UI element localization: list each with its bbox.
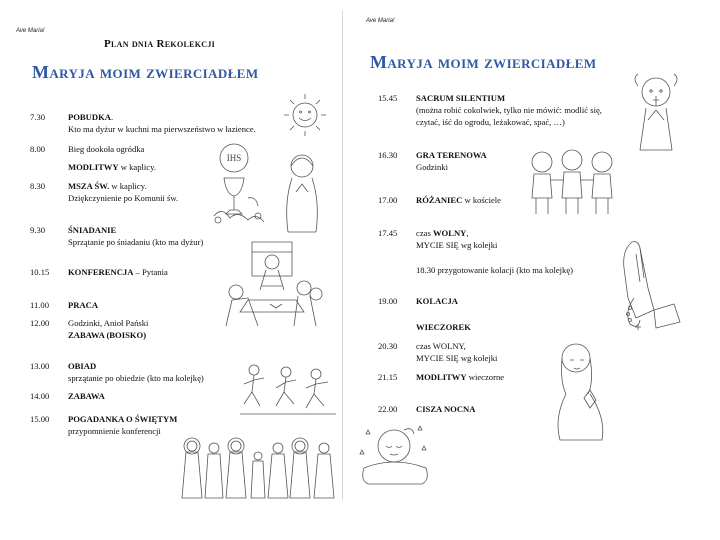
entry-time: 14.00 bbox=[30, 391, 50, 401]
entry-title: SACRUM SILENTIUM bbox=[416, 93, 506, 103]
entry-title: RÓŻANIEC bbox=[416, 195, 463, 205]
entry-time: 13.00 bbox=[30, 361, 50, 371]
entry-title: PRACA bbox=[68, 300, 99, 310]
entry-title: OBIAD bbox=[68, 361, 97, 371]
entry-note: (można robić cokolwiek, tylko nie mówić: modlić się, bbox=[416, 105, 602, 115]
entry-time: 7.30 bbox=[30, 112, 46, 122]
entry-time: 12.00 bbox=[30, 318, 50, 328]
entry-time: 8.30 bbox=[30, 181, 46, 191]
saints-group-icon bbox=[178, 436, 340, 500]
entry-time: 8.00 bbox=[30, 144, 46, 154]
entry-title: MSZA ŚW. bbox=[68, 181, 110, 191]
entry-rest: w kaplicy. bbox=[109, 181, 147, 191]
entry-note: przypomnienie konferencji bbox=[68, 426, 161, 436]
entry-note: Dziękczynienie po Komunii św. bbox=[68, 193, 179, 203]
entry-time: 15.45 bbox=[378, 93, 398, 103]
entry-rest: – Pytania bbox=[133, 267, 168, 277]
entry-note: Godzinki bbox=[416, 162, 448, 172]
ave-maria-header: Ave Maria! bbox=[366, 18, 395, 24]
running-kids-icon bbox=[240, 360, 336, 416]
entry-title: ZABAWA bbox=[68, 391, 105, 401]
entry-note: czytać, iść do ogrodu, leżakować, spać, …) bbox=[416, 117, 565, 127]
entry-title: WOLNY bbox=[432, 228, 467, 238]
entry-note: czas WOLNY, bbox=[416, 341, 466, 351]
entry-title: POGADANKA O ŚWIĘTYM bbox=[68, 414, 178, 424]
entry-title: KOLACJA bbox=[416, 296, 459, 306]
entry-title: MODLITWY bbox=[416, 372, 467, 382]
page-title: Maryja moim zwierciadłem bbox=[32, 62, 259, 82]
classroom-children-icon bbox=[218, 240, 326, 326]
plan-subtitle: Plan dnia Rekolekcji bbox=[104, 38, 216, 50]
entry-note: 18.30 przygotowanie kolacji (kto ma kolejkę) bbox=[416, 265, 574, 275]
host-label: IHS bbox=[226, 153, 242, 163]
entry-rest: w kaplicy. bbox=[118, 162, 157, 172]
entry-pre: czas bbox=[416, 228, 433, 238]
entry-rest: wieczorne bbox=[466, 372, 505, 382]
entry-time: 19.00 bbox=[378, 296, 398, 306]
entry-title: GRA TERENOWA bbox=[416, 150, 487, 160]
entry-time: 17.45 bbox=[378, 228, 398, 238]
entry-note: Bieg dookoła ogródka bbox=[68, 144, 145, 154]
entry-title: KONFERENCJA bbox=[68, 267, 134, 277]
entry-rest: . bbox=[110, 112, 114, 122]
entry-note: Sprzątanie po śniadaniu (kto ma dyżur) bbox=[68, 237, 204, 247]
chalice-icon bbox=[208, 136, 274, 232]
praying-saint-icon bbox=[274, 150, 330, 234]
entry-title: CISZA NOCNA bbox=[416, 404, 476, 414]
entry-time: 11.00 bbox=[30, 300, 50, 310]
sleeping-child-icon bbox=[360, 422, 430, 486]
entry-time: 15.00 bbox=[30, 414, 50, 424]
left-page bbox=[12, 14, 338, 494]
right-page bbox=[348, 14, 688, 494]
entry-title: WIECZOREK bbox=[416, 322, 471, 332]
entry-note: sprzątanie po obiedzie (kto ma kolejkę) bbox=[68, 373, 204, 383]
entry-title: ZABAWA (BOISKO) bbox=[68, 330, 147, 340]
entry-note: MYCIE SIĘ wg kolejki bbox=[416, 353, 498, 363]
ave-maria-header: Ave Maria! bbox=[16, 28, 45, 34]
entry-time: 16.30 bbox=[378, 150, 398, 160]
praying-hands-icon bbox=[614, 238, 682, 330]
entry-title: POBUDKA bbox=[68, 112, 111, 122]
entry-rest: , bbox=[466, 228, 469, 238]
entry-note: MYCIE SIĘ wg kolejki bbox=[416, 240, 498, 250]
entry-time: 9.30 bbox=[30, 225, 46, 235]
silent-girl-icon bbox=[628, 70, 684, 152]
entry-time: 17.00 bbox=[378, 195, 398, 205]
entry-time: 22.00 bbox=[378, 404, 398, 414]
praying-girl-icon bbox=[546, 338, 614, 442]
entry-time: 21.15 bbox=[378, 372, 398, 382]
entry-title: ŚNIADANIE bbox=[68, 225, 117, 235]
entry-time: 10.15 bbox=[30, 267, 50, 277]
page-divider bbox=[342, 10, 343, 500]
three-kids-icon bbox=[526, 146, 618, 216]
page-title: Maryja moim zwierciadłem bbox=[370, 52, 597, 72]
entry-time: 20.30 bbox=[378, 341, 398, 351]
entry-note: Godzinki, Anioł Pański bbox=[68, 318, 149, 328]
entry-title: MODLITWY bbox=[68, 162, 119, 172]
sun-icon bbox=[280, 90, 330, 140]
entry-rest: w kościele bbox=[462, 195, 501, 205]
entry-note: Kto ma dyżur w kuchni ma pierwszeństwo w łazience. bbox=[68, 124, 256, 134]
